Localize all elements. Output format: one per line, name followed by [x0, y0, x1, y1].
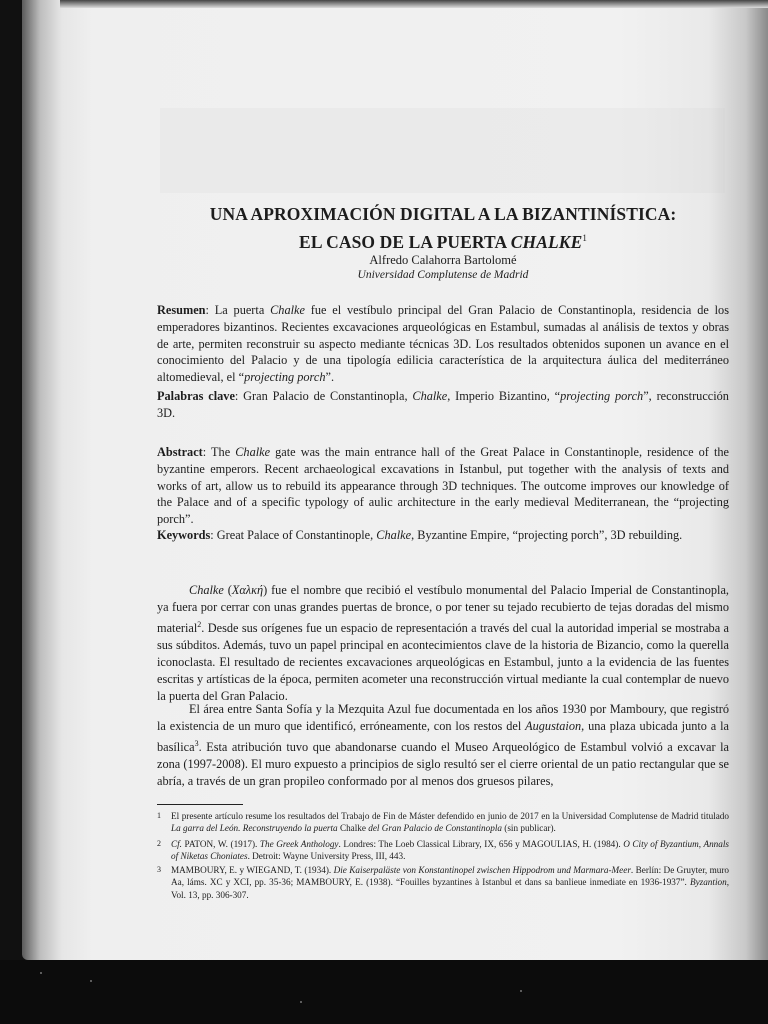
- footnote-text: El presente artículo resume los resultados del Trabajo de Fin de Máster defendido en junio de 2017 en la Universidad Complutense de Madrid titulado La garra del León. Reconstruyendo la puerta Chalke del Gran Palacio de Constantinopla (sin publicar).: [171, 811, 729, 834]
- scan-dust: [40, 972, 42, 974]
- title-footnote-ref[interactable]: 1: [582, 233, 587, 243]
- author-affiliation: Universidad Complutense de Madrid: [357, 269, 529, 281]
- body-paragraph-2: El área entre Santa Sofía y la Mezquita Azul fue documentada en los años 1930 por Mamboury, que registró la existencia de un muro que identificó, erróneamente, con los restos del Augustaion, una plaza ubicada junto a la basílica$^3$. Esta atribución tuvo que abandonarse cuando el Museo Arqueológico de Estambul volvió a excavar la zona (1997-2008). El muro expuesto a principios de siglo resultó ser el cierre oriental de un patio rectangular que se abría, a través de un gran propileo conformado por al menos dos gruesos pilares,: [157, 702, 730, 789]
- title-line-1: UNA APROXIMACIÓN DIGITAL A LA BIZANTINÍSTICA:: [209, 204, 677, 224]
- footnote-ref-3[interactable]: 3: [194, 739, 199, 748]
- palabras-clave-paragraph: Palabras clave: Gran Palacio de Constantinopla, Chalke, Imperio Bizantino, “projecting porch”, reconstrucción 3D.: [157, 389, 729, 420]
- footnote-3: [157, 864, 729, 901]
- footnote-ref-2[interactable]: 2: [197, 620, 202, 629]
- scan-dust: [90, 980, 92, 982]
- scan-background: [0, 960, 768, 1024]
- footnote-1: [157, 810, 729, 835]
- title-line-2: [157, 226, 729, 254]
- title-line-2-text: EL CASO DE LA PUERTA: [299, 231, 511, 252]
- show-through-block: [160, 108, 725, 193]
- footnote-text: MAMBOURY, E. y WIEGAND, T. (1934). Die Kaiserpaläste von Konstantinopel zwischen Hippodrom und Marmara-Meer. Berlín: De Gruyter, muro Aa, láms. XC y XCI, pp. 35-36; MAMBOURY, E. (1938). “Fouilles byzantines à Istanbul et dans sa banlieue inmediate en 1936-1937”. Byzantion, Vol. 13, pp. 306-307.: [171, 865, 729, 900]
- keywords-label: Keywords: [157, 528, 211, 542]
- keywords-paragraph: Keywords: Great Palace of Constantinople, Chalke, Byzantine Empire, “projecting porch”, 3D rebuilding.: [157, 528, 683, 542]
- footnote-number: 1: [157, 811, 161, 820]
- abstract-label: Abstract: [157, 445, 203, 459]
- resumen-paragraph: Resumen: La puerta Chalke fue el vestíbulo principal del Gran Palacio de Constantinopla, residencia de los emperadores bizantinos. Recientes excavaciones arqueológicas en Estambul, sumadas al análisis de textos y obras de arte, permiten reconstruir su aspecto mediante técnicas 3D. Los resultados obtenidos suponen un avance en el conocimiento del Palacio y de una tipología edilicia característica de la arquitectura áulica del mediterráneo altomedieval, el “projecting porch”.: [157, 303, 729, 385]
- footnote-number: 2: [157, 839, 161, 848]
- abstract-paragraph: Abstract: The Chalke gate was the main entrance hall of the Great Palace in Constantinople, residence of the byzantine emperors. Recent archaeological excavations in Istanbul, put together with the analysis of texts and works of art, allow us to rebuild its appearance through 3D techniques. The outcome improves our knowledge of the Palace and of a specific typology of aulic architecture in the early medieval Mediterranean, the “projecting porch”.: [157, 445, 729, 527]
- scan-dust: [520, 990, 522, 992]
- footnote-text: Cf. PATON, W. (1917). The Greek Anthology. Londres: The Loeb Classical Library, IX, 656 y MAGOULIAS, H. (1984). O City of Byzantium, Annals of Niketas Choniates. Detroit: Wayne University Press, III, 443.: [171, 839, 729, 862]
- title-line-2-italic: CHALKE: [510, 231, 583, 252]
- footnote-number: 3: [157, 865, 161, 874]
- scan-dust: [300, 1001, 302, 1003]
- resumen-label: Resumen: [157, 303, 206, 317]
- footnote-divider: [157, 804, 243, 805]
- author-name: Alfredo Calahorra Bartolomé: [369, 253, 517, 267]
- article-title: [157, 202, 729, 254]
- footnote-2: [157, 838, 729, 863]
- page-top-shadow: [60, 0, 768, 8]
- body-paragraph-1: Chalke (Χαλκή) fue el nombre que recibió el vestíbulo monumental del Palacio Imperial de Constantinopla, ya fuera por cerrar con unas grandes puertas de bronce, o por tener su tejado recubierto de tejas doradas del mismo material$^2$. Desde sus orígenes fue un espacio de representación a través del cual la autoridad imperial se mostraba a sus súbditos. Además, tuvo un papel principal en acontecimientos clave de la historia de Bizancio, como la querella iconoclasta. El resultado de recientes excavaciones arqueológicas en Estambul, junto a la evidencia de las fuentes escritas y artísticas de la época, permiten acometer una reconstrucción virtual mediante la cual contemplar de nuevo la puerta del Gran Palacio.: [157, 583, 729, 704]
- palabras-clave-label: Palabras clave: [157, 389, 235, 403]
